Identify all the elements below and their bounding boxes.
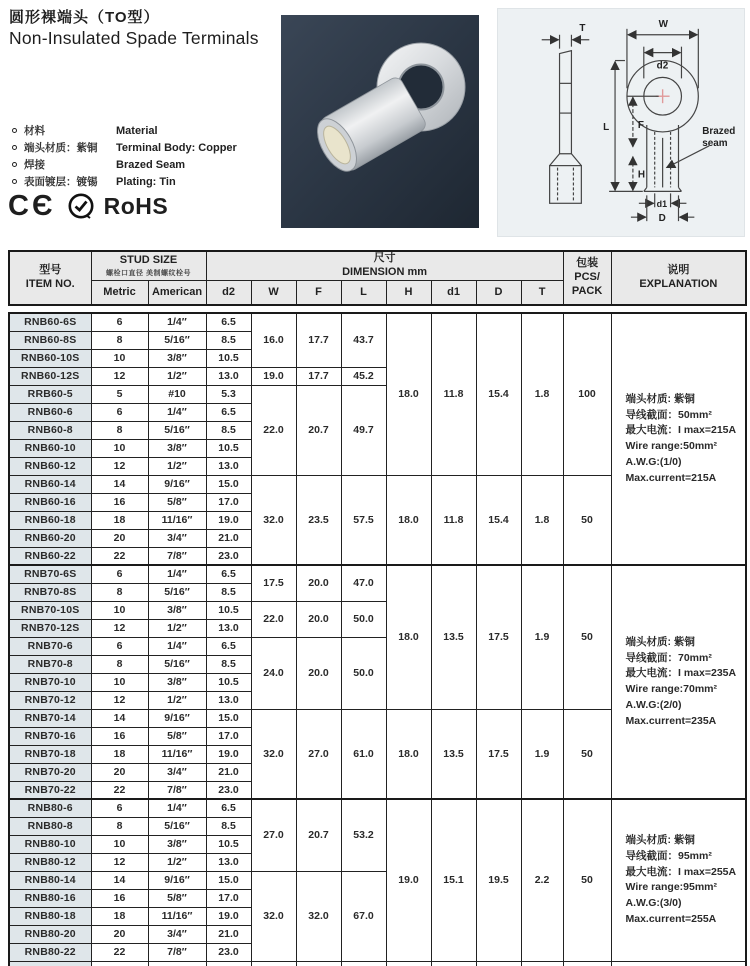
item-no-cell: RRB60-5	[9, 385, 91, 403]
value-cell: #10	[148, 385, 206, 403]
value-cell: 16.0	[251, 313, 296, 367]
spec-table-body-table	[8, 312, 747, 966]
value-cell: 13.5	[431, 565, 476, 709]
value-cell	[148, 961, 206, 966]
explanation-cell	[611, 565, 746, 799]
value-cell: 5.3	[206, 385, 251, 403]
value-cell: 19.0	[206, 511, 251, 529]
value-cell: 13.0	[206, 853, 251, 871]
value-cell: 22.0	[251, 385, 296, 475]
value-cell: 1/4″	[148, 637, 206, 655]
diagram-label-d1: d1	[656, 199, 668, 210]
value-cell: 8.5	[206, 655, 251, 673]
value-cell: 23.0	[206, 943, 251, 961]
value-cell: 12	[91, 691, 148, 709]
value-cell: 17.5	[476, 565, 521, 709]
value-cell: 13.0	[206, 457, 251, 475]
header-stud-size: STUD SIZE 螺栓口直径 美制螺纹栓号	[91, 251, 206, 280]
item-no-cell: RNB80-22	[9, 943, 91, 961]
value-cell: 6.5	[206, 313, 251, 331]
value-cell: 8	[91, 331, 148, 349]
value-cell: 10.5	[206, 601, 251, 619]
value-cell: 1/4″	[148, 403, 206, 421]
value-cell: 15.0	[206, 475, 251, 493]
value-cell: 21.0	[206, 763, 251, 781]
value-cell: 61.0	[341, 709, 386, 799]
value-cell: 50	[563, 475, 611, 565]
item-no-cell: RNB80-8	[9, 817, 91, 835]
item-no-cell: RNB80-18	[9, 907, 91, 925]
spec-row	[9, 313, 746, 331]
explanation-line: 导线截面：70mm²	[625, 651, 712, 664]
value-cell: 7/8″	[148, 943, 206, 961]
value-cell: 17.0	[206, 727, 251, 745]
value-cell: 45.2	[341, 367, 386, 385]
value-cell: 11/16″	[148, 745, 206, 763]
item-no-cell: RNB60-6S	[9, 313, 91, 331]
bullet-icon	[12, 162, 17, 167]
value-cell	[563, 961, 611, 966]
explanation-line: Wire range:95mm²	[625, 881, 718, 894]
value-cell: 10	[91, 349, 148, 367]
value-cell: 19.0	[206, 745, 251, 763]
value-cell: 18	[91, 907, 148, 925]
value-cell: 50	[563, 565, 611, 709]
value-cell: 8	[91, 421, 148, 439]
item-no-cell: RNB60-12S	[9, 367, 91, 385]
value-cell: 19.0	[386, 799, 431, 961]
diagram-label-brazed: Brazed	[702, 125, 736, 137]
value-cell: 5/16″	[148, 421, 206, 439]
diagram-label-h: H	[637, 169, 646, 181]
value-cell: 32.0	[251, 709, 296, 799]
item-no-cell: RNB60-8	[9, 421, 91, 439]
value-cell: 6	[91, 565, 148, 583]
value-cell: 18.0	[386, 709, 431, 799]
explanation-line: 端头材质: 紫铜	[625, 834, 695, 846]
value-cell: 22	[91, 943, 148, 961]
value-cell: 3/4″	[148, 763, 206, 781]
material-zh: 表面镀层：镀锡	[24, 176, 98, 188]
value-cell: 17.0	[206, 889, 251, 907]
value-cell: 18.0	[386, 475, 431, 565]
item-no-cell: RNB60-10S	[9, 349, 91, 367]
value-cell: 9/16″	[148, 871, 206, 889]
value-cell: 10	[91, 601, 148, 619]
value-cell: 14	[91, 871, 148, 889]
value-cell: 19.0	[206, 907, 251, 925]
item-no-cell: RNB60-14	[9, 475, 91, 493]
value-cell: 1.8	[521, 475, 563, 565]
partial-row	[9, 961, 746, 966]
value-cell: 20	[91, 529, 148, 547]
spec-table	[8, 250, 745, 966]
value-cell: 20.7	[296, 799, 341, 871]
value-cell	[521, 961, 563, 966]
item-no-cell: RNB80-16	[9, 889, 91, 907]
title-chinese: 圆形裸端头（TO型）	[9, 9, 160, 26]
value-cell: 1.8	[521, 313, 563, 475]
value-cell: 8	[91, 817, 148, 835]
item-no-cell: RNB60-12	[9, 457, 91, 475]
header-w: W	[251, 280, 296, 305]
value-cell: 22	[91, 547, 148, 565]
value-cell: 9/16″	[148, 709, 206, 727]
value-cell: 1/2″	[148, 619, 206, 637]
certification-marks	[8, 190, 168, 222]
value-cell: 6.5	[206, 637, 251, 655]
quality-mark-icon	[66, 192, 96, 222]
value-cell: 22	[91, 781, 148, 799]
spec-row	[9, 565, 746, 583]
diagram-label-l: L	[603, 121, 610, 133]
value-cell: 17.5	[251, 565, 296, 601]
value-cell: 14	[91, 475, 148, 493]
value-cell: 11.8	[431, 313, 476, 475]
value-cell: 18.0	[386, 565, 431, 709]
value-cell: 8	[91, 655, 148, 673]
item-no-cell: RNB60-22	[9, 547, 91, 565]
header-t: T	[521, 280, 563, 305]
header-f: F	[296, 280, 341, 305]
value-cell: 12	[91, 853, 148, 871]
value-cell: 2.2	[521, 799, 563, 961]
value-cell: 49.7	[341, 385, 386, 475]
value-cell: 5/16″	[148, 331, 206, 349]
diagram-label-d: D	[658, 213, 666, 225]
explanation-line: 导线截面：95mm²	[625, 849, 712, 862]
item-no-cell: RNB70-12	[9, 691, 91, 709]
value-cell: 50.0	[341, 637, 386, 709]
value-cell: 50.0	[341, 601, 386, 637]
header-d: D	[476, 280, 521, 305]
value-cell: 22.0	[251, 601, 296, 637]
value-cell: 8.5	[206, 583, 251, 601]
materials-list	[12, 122, 277, 190]
value-cell: 17.7	[296, 367, 341, 385]
value-cell: 20.7	[296, 385, 341, 475]
value-cell: 9/16″	[148, 475, 206, 493]
value-cell: 15.0	[206, 709, 251, 727]
item-no-cell: RNB80-12	[9, 853, 91, 871]
value-cell: 3/8″	[148, 601, 206, 619]
value-cell: 23.5	[296, 475, 341, 565]
header-dimension: 尺寸 DIMENSION mm	[206, 251, 563, 280]
value-cell: 21.0	[206, 925, 251, 943]
value-cell: 32.0	[296, 871, 341, 961]
value-cell: 5/16″	[148, 583, 206, 601]
value-cell: 1.9	[521, 565, 563, 709]
item-no-cell: RNB60-18	[9, 511, 91, 529]
diagram-label-w: W	[658, 18, 669, 30]
explanation-line: A.W.G:(3/0)	[625, 897, 682, 909]
value-cell: 50	[563, 709, 611, 799]
value-cell: 27.0	[251, 799, 296, 871]
value-cell: 18	[91, 745, 148, 763]
value-cell: 15.0	[206, 871, 251, 889]
diagram-label-d2: d2	[656, 60, 669, 72]
value-cell	[386, 961, 431, 966]
explanation-line: 导线截面：50mm²	[625, 408, 712, 421]
header-explanation: 说明 EXPLANATION	[611, 251, 746, 305]
value-cell: 6	[91, 637, 148, 655]
value-cell	[611, 961, 746, 966]
value-cell: 20.0	[296, 565, 341, 601]
item-no-cell: RNB70-10	[9, 673, 91, 691]
value-cell: 3/8″	[148, 835, 206, 853]
value-cell: 1.9	[521, 709, 563, 799]
item-no-cell: RNB70-8	[9, 655, 91, 673]
value-cell: 32.0	[251, 871, 296, 961]
item-no-cell: RNB70-8S	[9, 583, 91, 601]
value-cell: 5/8″	[148, 493, 206, 511]
item-no-cell: RNB70-16	[9, 727, 91, 745]
item-no-cell: RNB60-20	[9, 529, 91, 547]
material-en: Brazed Seam	[116, 158, 186, 171]
value-cell	[341, 961, 386, 966]
value-cell: 13.0	[206, 691, 251, 709]
value-cell: 1/2″	[148, 457, 206, 475]
spec-table-body	[9, 313, 746, 966]
bullet-icon	[12, 128, 17, 133]
value-cell: 5/16″	[148, 655, 206, 673]
explanation-line: Max.current=255A	[625, 912, 717, 925]
value-cell: 10.5	[206, 835, 251, 853]
value-cell: 17.5	[476, 709, 521, 799]
value-cell: 3/8″	[148, 673, 206, 691]
material-en: Plating: Tin	[116, 175, 176, 188]
value-cell: 13.0	[206, 619, 251, 637]
value-cell: 43.7	[341, 313, 386, 367]
value-cell: 5/8″	[148, 727, 206, 745]
value-cell: 10.5	[206, 439, 251, 457]
explanation-line: Wire range:70mm²	[625, 683, 718, 695]
value-cell: 50	[563, 799, 611, 961]
product-photo	[281, 15, 479, 228]
value-cell: 16	[91, 727, 148, 745]
item-no-cell: RNB60-10	[9, 439, 91, 457]
value-cell: 23.0	[206, 781, 251, 799]
value-cell: 32.0	[251, 475, 296, 565]
explanation-line: A.W.G:(2/0)	[625, 698, 682, 711]
item-no-cell: RNB70-6	[9, 637, 91, 655]
spec-table-header	[8, 250, 747, 306]
value-cell: 24.0	[251, 637, 296, 709]
value-cell: 20.0	[296, 637, 341, 709]
item-no-cell: RNB60-8S	[9, 331, 91, 349]
diagram-label-f: F	[637, 119, 644, 131]
value-cell: 10	[91, 439, 148, 457]
value-cell: 10	[91, 673, 148, 691]
value-cell: 3/4″	[148, 925, 206, 943]
value-cell: 47.0	[341, 565, 386, 601]
header-item-no: 型号 ITEM NO.	[9, 251, 91, 305]
value-cell: 3/8″	[148, 349, 206, 367]
value-cell: 8	[91, 583, 148, 601]
ce-mark-icon: CЄ	[8, 189, 56, 222]
value-cell: 5	[91, 385, 148, 403]
material-zh: 端头材质：紫铜	[24, 142, 98, 154]
explanation-line: A.W.G:(1/0)	[625, 455, 682, 468]
value-cell: 12	[91, 619, 148, 637]
value-cell: 1/2″	[148, 691, 206, 709]
material-en: Terminal Body: Copper	[116, 141, 237, 154]
explanation-line: 最大电流：I max=255A	[625, 865, 737, 878]
value-cell	[431, 961, 476, 966]
value-cell: 67.0	[341, 871, 386, 961]
value-cell: 20	[91, 925, 148, 943]
header-metric: Metric	[91, 280, 148, 305]
item-no-cell	[9, 961, 91, 966]
material-item	[12, 122, 277, 139]
diagram-label-seam: seam	[702, 137, 728, 149]
rohs-label: RoHS	[103, 192, 169, 219]
value-cell: 1/2″	[148, 853, 206, 871]
value-cell: 3/4″	[148, 529, 206, 547]
explanation-line: Max.current=215A	[625, 471, 717, 484]
value-cell: 7/8″	[148, 781, 206, 799]
value-cell: 5/8″	[148, 889, 206, 907]
value-cell: 8.5	[206, 817, 251, 835]
value-cell: 15.1	[431, 799, 476, 961]
explanation-line: Wire range:50mm²	[625, 440, 718, 452]
explanation-line: 端头材质: 紫铜	[625, 392, 695, 405]
value-cell: 12	[91, 457, 148, 475]
value-cell: 16	[91, 493, 148, 511]
value-cell: 17.0	[206, 493, 251, 511]
value-cell: 18.0	[386, 313, 431, 475]
item-no-cell: RNB70-10S	[9, 601, 91, 619]
value-cell: 53.2	[341, 799, 386, 871]
value-cell: 16	[91, 889, 148, 907]
value-cell: 8.5	[206, 421, 251, 439]
spec-row	[9, 799, 746, 817]
value-cell: 10.5	[206, 349, 251, 367]
material-item	[12, 173, 277, 190]
header-d2: d2	[206, 280, 251, 305]
value-cell: 23.0	[206, 547, 251, 565]
header-d1: d1	[431, 280, 476, 305]
material-item	[12, 139, 277, 156]
header-l: L	[341, 280, 386, 305]
value-cell: 57.5	[341, 475, 386, 565]
item-no-cell: RNB80-20	[9, 925, 91, 943]
item-no-cell: RNB70-22	[9, 781, 91, 799]
value-cell	[206, 961, 251, 966]
value-cell: 10.5	[206, 673, 251, 691]
item-no-cell: RNB70-12S	[9, 619, 91, 637]
value-cell: 20	[91, 763, 148, 781]
item-no-cell: RNB80-10	[9, 835, 91, 853]
item-no-cell: RNB70-6S	[9, 565, 91, 583]
explanation-line: Max.current=235A	[625, 714, 717, 727]
value-cell: 1/4″	[148, 799, 206, 817]
diagram-label-t: T	[579, 22, 586, 34]
value-cell: 19.5	[476, 799, 521, 961]
value-cell: 27.0	[296, 709, 341, 799]
value-cell: 11/16″	[148, 907, 206, 925]
value-cell: 7/8″	[148, 547, 206, 565]
value-cell: 20.0	[296, 601, 341, 637]
page-title	[9, 6, 259, 49]
value-cell	[296, 961, 341, 966]
value-cell: 21.0	[206, 529, 251, 547]
value-cell: 10	[91, 835, 148, 853]
material-en: Material	[116, 124, 158, 137]
item-no-cell: RNB80-6	[9, 799, 91, 817]
value-cell: 6	[91, 313, 148, 331]
title-english: Non-Insulated Spade Terminals	[9, 28, 259, 48]
material-zh: 焊接	[24, 159, 45, 171]
value-cell: 6	[91, 403, 148, 421]
value-cell: 6.5	[206, 799, 251, 817]
item-no-cell: RNB70-20	[9, 763, 91, 781]
item-no-cell: RNB80-14	[9, 871, 91, 889]
bullet-icon	[12, 145, 17, 150]
explanation-line: 端头材质: 紫铜	[625, 635, 695, 648]
value-cell: 18	[91, 511, 148, 529]
value-cell: 15.4	[476, 475, 521, 565]
value-cell: 6.5	[206, 403, 251, 421]
value-cell: 17.7	[296, 313, 341, 367]
value-cell: 100	[563, 313, 611, 475]
dimension-diagram	[497, 8, 745, 237]
material-zh: 材料	[24, 125, 45, 137]
explanation-line: 最大电流：I max=235A	[625, 667, 737, 680]
value-cell: 12	[91, 367, 148, 385]
value-cell: 6.5	[206, 565, 251, 583]
value-cell: 15.4	[476, 313, 521, 475]
explanation-cell	[611, 799, 746, 961]
value-cell	[476, 961, 521, 966]
explanation-cell	[611, 313, 746, 565]
value-cell: 6	[91, 799, 148, 817]
value-cell: 11/16″	[148, 511, 206, 529]
value-cell: 1/4″	[148, 313, 206, 331]
value-cell: 5/16″	[148, 817, 206, 835]
item-no-cell: RNB70-14	[9, 709, 91, 727]
value-cell: 1/4″	[148, 565, 206, 583]
value-cell: 13.0	[206, 367, 251, 385]
value-cell: 14	[91, 709, 148, 727]
value-cell: 1/2″	[148, 367, 206, 385]
value-cell: 3/8″	[148, 439, 206, 457]
header-h: H	[386, 280, 431, 305]
explanation-line: 最大电流：I max=215A	[625, 424, 737, 437]
item-no-cell: RNB70-18	[9, 745, 91, 763]
value-cell: 13.5	[431, 709, 476, 799]
bullet-icon	[12, 179, 17, 184]
material-item	[12, 156, 277, 173]
header-american: American	[148, 280, 206, 305]
value-cell	[251, 961, 296, 966]
item-no-cell: RNB60-6	[9, 403, 91, 421]
value-cell: 11.8	[431, 475, 476, 565]
value-cell: 19.0	[251, 367, 296, 385]
header-pack: 包装 PCS/ PACK	[563, 251, 611, 305]
value-cell	[91, 961, 148, 966]
item-no-cell: RNB60-16	[9, 493, 91, 511]
value-cell: 8.5	[206, 331, 251, 349]
